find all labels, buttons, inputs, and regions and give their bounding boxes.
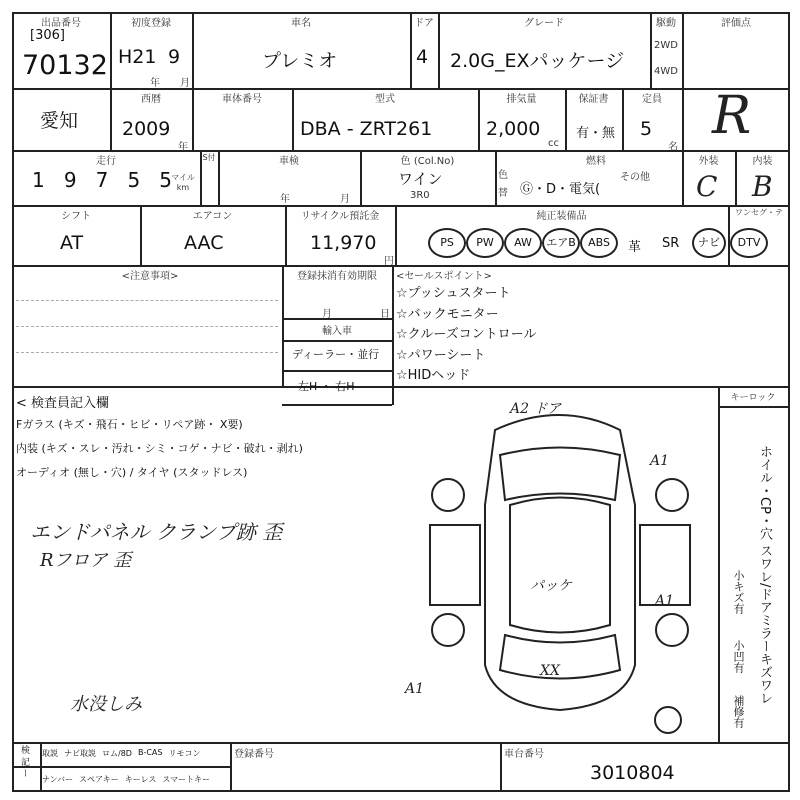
displacement-label: 排気量: [506, 94, 537, 105]
diagram-mark: A2 ドア: [510, 401, 562, 417]
drive-4wd: 4WD: [654, 66, 678, 77]
inspector-line: Fガラス (キズ・飛石・ヒビ・リペア跡・ X要): [16, 418, 243, 431]
diagram-mark: A1: [405, 681, 425, 697]
handwritten-note: Rフロア 歪: [40, 550, 132, 571]
import-dealer: ディーラー・並行: [292, 348, 380, 361]
car-outline: [485, 415, 635, 710]
reg-expiry-label: 登録抹消有効期限: [297, 271, 377, 282]
grade-value: 2.0G_EXパッケージ: [450, 50, 625, 72]
inspection-nen: 年: [280, 194, 290, 205]
equipment-label: 純正装備品: [536, 211, 587, 222]
inspector-label: < 検査員記入欄: [16, 396, 110, 411]
capacity-label: 定員: [642, 94, 662, 105]
inspection-label: 車検: [279, 156, 299, 167]
lot-number: 70132: [22, 50, 108, 81]
sale-point: ☆パワーシート: [396, 347, 486, 363]
spare-wheel: [655, 707, 681, 733]
notes-line: [16, 300, 278, 301]
color-label-b: 替: [498, 188, 508, 199]
sale-point: ☆バックモニター: [396, 306, 499, 322]
equip-ps: PS: [428, 228, 466, 258]
inspector-line: オーディオ (無し・穴) / タイヤ (スタッドレス): [16, 466, 248, 479]
year-ad-label: 西暦: [141, 94, 161, 105]
aircon-label: エアコン: [192, 211, 233, 222]
tv-label: ワンセグ・テ: [735, 208, 783, 217]
score-label: 評価点: [721, 18, 751, 29]
chassis-number: 3010804: [590, 762, 675, 784]
color-name: ワイン: [398, 170, 443, 188]
equip-abs: ABS: [580, 228, 618, 258]
handwritten-note: エンドパネル クランプ跡 歪: [30, 520, 283, 544]
car-roof: [510, 498, 610, 633]
footer-label: B-CAS: [137, 748, 163, 757]
type-label: 型式: [375, 94, 395, 105]
chassis-label: 車台番号: [504, 749, 544, 760]
equip-leather: 革: [628, 240, 642, 255]
equip-aw: AW: [504, 228, 542, 258]
wheel-rear-left: [432, 614, 464, 646]
equip-airbag: エアB: [542, 228, 580, 258]
diagram-mark: A1: [650, 453, 670, 469]
capacity-unit: 名: [668, 142, 678, 153]
mileage-digit: 1: [32, 168, 45, 192]
interior-grade: B: [752, 170, 773, 203]
recycle-label: リサイクル預託金: [300, 211, 380, 222]
reg-expiry-day: 日: [380, 309, 390, 320]
equip-pw: PW: [466, 228, 504, 258]
sale-point: ☆HIDヘッド: [396, 368, 471, 383]
year-ad-value: 2009: [122, 118, 171, 140]
area-value: 愛知: [40, 110, 79, 132]
side-sub: 補修有: [732, 695, 745, 728]
inspection-tsuki: 月: [340, 194, 350, 205]
mileage-digit: 7: [95, 168, 109, 192]
footer-label: キーレス: [124, 775, 157, 784]
shift-value: AT: [60, 232, 84, 254]
shift-label: シフト: [61, 211, 91, 222]
grade-label: グレード: [524, 18, 564, 29]
footer-label: リモコン: [168, 749, 201, 758]
footer-row-1: [42, 748, 200, 759]
warranty-label: 保証書: [578, 94, 609, 105]
diagram-mark: A1: [655, 593, 675, 609]
tsuki-label: 月: [180, 78, 190, 89]
handwritten-note: 水没しみ: [70, 694, 142, 715]
color-label-a: 色: [498, 170, 508, 181]
inspector-line: 内装 (キズ・スレ・汚れ・シミ・コゲ・ナビ・破れ・剥れ): [16, 442, 303, 455]
car-windshield: [500, 448, 620, 501]
capacity-value: 5: [640, 118, 653, 140]
mileage-digit: 5: [127, 168, 141, 192]
side-sub: 小凹有: [732, 640, 745, 673]
car-rear-window: [500, 635, 620, 679]
warranty-value: 有・無: [576, 126, 616, 141]
side-sub: 小キズ有: [732, 570, 745, 614]
smeter-label: S付: [202, 153, 216, 162]
color-label: 色 (Col.No): [400, 156, 455, 167]
interior-label: 内装: [752, 156, 773, 167]
drive-label: 駆動: [656, 18, 676, 29]
cc-unit: cc: [548, 138, 559, 149]
diagram-mark: XX: [540, 663, 560, 679]
model-label: 車名: [291, 18, 311, 29]
nen-label: 年: [150, 78, 160, 89]
doors-value: 4: [416, 46, 429, 68]
import-label: 輸入車: [322, 326, 352, 337]
footer-label: スマートキー: [162, 775, 211, 784]
car-damage-diagram: [400, 395, 718, 740]
keylock-label: キーロック: [730, 393, 776, 403]
diagram-mark: パッケ: [530, 578, 572, 594]
wheel-rear-right: [656, 614, 688, 646]
notes-line: [16, 352, 278, 353]
footer-label: 取説: [42, 749, 58, 758]
equip-dtv: DTV: [730, 228, 768, 258]
lot-prefix: [306]: [30, 28, 65, 43]
first-reg-label: 初度登録: [131, 18, 171, 29]
notes-line: [16, 326, 278, 327]
mileage-digits: [32, 168, 172, 192]
fuel-value: Ⓖ・D・電気(: [520, 182, 601, 197]
aircon-value: AAC: [184, 232, 224, 254]
mileage-digit: 5: [159, 168, 172, 192]
sale-point: ☆クルーズコントロール: [396, 327, 537, 342]
fuel-label: 燃料: [586, 156, 606, 167]
wheel-front-right: [656, 479, 688, 511]
notes-label: <注意事項>: [121, 271, 179, 282]
equip-sr: SR: [662, 236, 680, 251]
mileage-unit: マイル km: [171, 173, 195, 192]
exterior-label: 外装: [698, 156, 719, 167]
footer-label: ロム/8D: [102, 749, 132, 758]
score-handwritten: R: [712, 86, 752, 146]
first-reg-era: H21: [118, 46, 157, 68]
door-left: [430, 525, 480, 605]
drive-2wd: 2WD: [654, 40, 678, 51]
fuel-other: その他: [620, 172, 650, 183]
equip-navi: ナビ: [692, 228, 726, 258]
footer-label: ナンバー: [42, 775, 74, 784]
displacement-value: 2,000: [486, 118, 541, 140]
model-code: DBA - ZRT261: [300, 118, 433, 140]
recycle-value: 11,970: [310, 232, 377, 254]
footer-label: ナビ取説: [64, 749, 96, 758]
footer-label: スペアキー: [79, 775, 119, 784]
reg-expiry-month: 月: [322, 309, 332, 320]
first-reg-month: 9: [168, 46, 181, 68]
footer-left-col: 検 記 ー: [19, 745, 29, 778]
sale-points-label: <セールスポイント>: [396, 271, 492, 282]
recycle-unit: 円: [384, 256, 394, 267]
doors-label: ドア: [414, 18, 434, 29]
sale-points-list: [396, 284, 536, 387]
exterior-grade: C: [696, 170, 718, 203]
sale-point: ☆プッシュスタート: [396, 286, 511, 301]
owner-label: 車体番号: [222, 94, 262, 105]
footer-row-2: [42, 774, 210, 785]
mileage-label: 走行: [96, 156, 116, 167]
lot-label: 出品番号: [41, 18, 81, 29]
side-vertical-text: ホイル・CP・穴 スワレ/ドアミラーキズワレ: [757, 445, 772, 705]
car-name: プレミオ: [262, 50, 338, 72]
color-code: 3R0: [410, 190, 430, 201]
year-suffix: 年: [178, 142, 188, 153]
reg-no-label: 登録番号: [234, 749, 274, 760]
mileage-digit: 9: [63, 168, 77, 192]
import-handle: 左H ・ 右H: [298, 380, 355, 393]
wheel-front-left: [432, 479, 464, 511]
